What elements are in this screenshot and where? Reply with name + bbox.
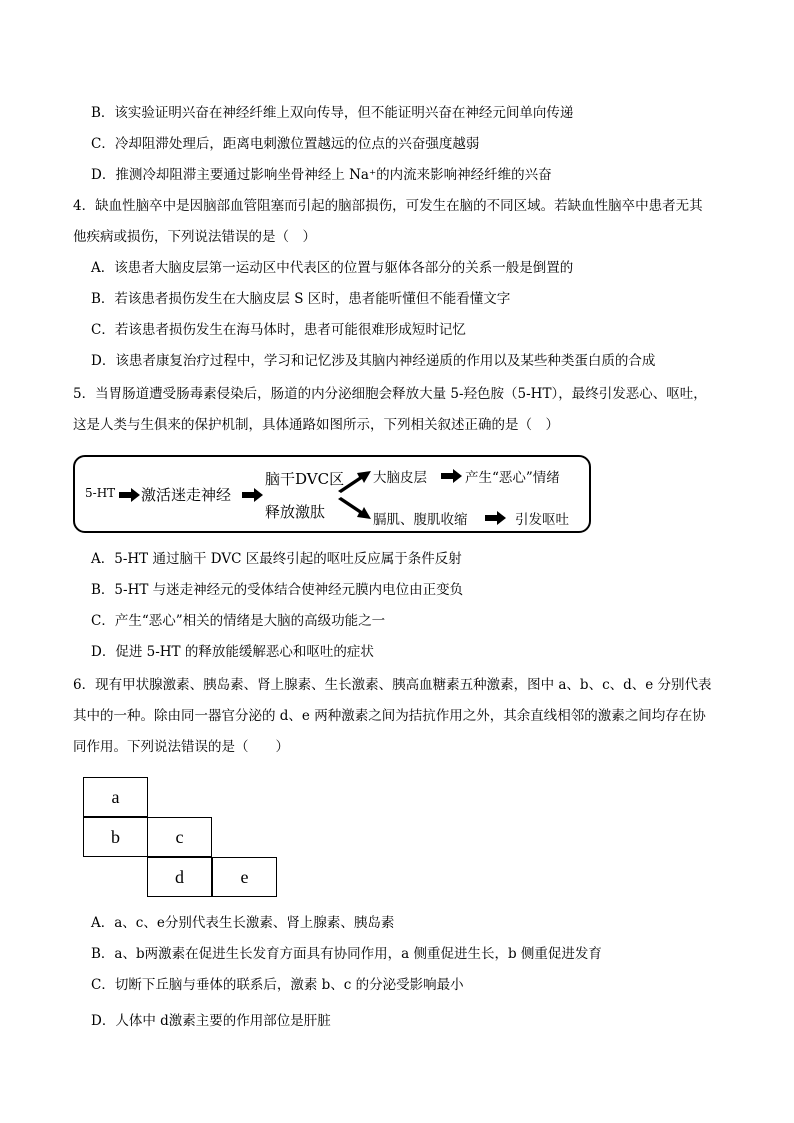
grid-cell-d: d	[147, 857, 212, 897]
arrow-right-icon	[441, 469, 463, 483]
q3-option-c: C．冷却阻滞处理后，距离电刺激位置越远的位点的兴奋强度越弱	[91, 136, 480, 152]
node-cortex: 大脑皮层	[373, 470, 427, 486]
q4-stem-line2: 他疾病或损伤，下列说法错误的是（ ）	[73, 229, 316, 245]
q5-stem-line1: 5．当胃肠道遭受肠毒素侵染后，肠道的内分泌细胞会释放大量 5-羟色胺（5-HT），最终引发恶心、呕吐，	[73, 386, 707, 402]
arrow-right-icon	[485, 511, 507, 525]
q5-stem-line2: 这是人类与生俱来的保护机制，具体通路如图所示，下列相关叙述正确的是（ ）	[73, 417, 559, 433]
q5-option-b: B．5-HT 与迷走神经元的受体结合使神经元膜内电位由正变负	[91, 582, 464, 598]
node-nausea: 产生“恶心”情绪	[465, 470, 560, 486]
q4-option-a: A．该患者大脑皮层第一运动区中代表区的位置与躯体各部分的关系一般是倒置的	[91, 260, 574, 276]
q6-option-d: D．人体中 d激素主要的作用部位是肝脏	[91, 1013, 331, 1029]
q6-option-b: B．a、b两激素在促进生长发育方面具有协同作用，a 侧重促进生长，b 侧重促进发育	[91, 946, 602, 962]
grid-cell-e: e	[212, 857, 277, 897]
grid-cell-a: a	[83, 777, 148, 817]
q6-option-a: A．a、c、e分别代表生长激素、肾上腺素、胰岛素	[91, 915, 395, 931]
node-vomit: 引发呕吐	[515, 512, 569, 528]
q6-stem-line2: 其中的一种。除由同一器官分泌的 d、e 两种激素之间为拮抗作用之外，其余直线相邻的激素之间均存在协	[73, 708, 706, 724]
q6-stem-line3: 同作用。下列说法错误的是（ ）	[73, 739, 289, 755]
pathway-diagram	[73, 455, 591, 533]
q5-option-a: A．5-HT 通过脑干 DVC 区最终引起的呕吐反应属于条件反射	[91, 551, 462, 567]
q4-option-b: B．若该患者损伤发生在大脑皮层 S 区时，患者能听懂但不能看懂文字	[91, 291, 511, 307]
q6-stem-line1: 6．现有甲状腺激素、胰岛素、肾上腺素、生长激素、胰高血糖素五种激素，图中 a、b、c、d、e 分别代表	[73, 677, 712, 693]
node-vagus: 激活迷走神经	[141, 486, 232, 504]
node-peptide: 释放激肽	[265, 503, 326, 521]
node-dvc: 脑干DVC区	[265, 470, 345, 488]
q6-option-c: C．切断下丘脑与垂体的联系后，激素 b、c 的分泌受影响最小	[91, 977, 464, 993]
q4-stem-line1: 4．缺血性脑卒中是因脑部血管阻塞而引起的脑部损伤，可发生在脑的不同区域。若缺血性脑卒中患者无其	[73, 198, 703, 214]
arrow-up-right-icon	[337, 467, 373, 493]
q5-option-d: D．促进 5-HT 的释放能缓解恶心和呕吐的症状	[91, 644, 374, 660]
q3-option-d: D．推测冷却阻滞主要通过影响坐骨神经上 Na⁺的内流来影响神经纤维的兴奋	[91, 167, 552, 183]
q3-option-b: B．该实验证明兴奋在神经纤维上双向传导，但不能证明兴奋在神经元间单向传递	[91, 105, 574, 121]
arrow-right-icon	[242, 488, 264, 502]
node-5ht: 5-HT	[85, 486, 116, 500]
arrow-right-icon	[119, 488, 141, 502]
q4-option-d: D．该患者康复治疗过程中，学习和记忆涉及其脑内神经递质的作用以及某些种类蛋白质的合成	[91, 353, 656, 369]
grid-cell-b: b	[83, 817, 148, 857]
node-muscle: 膈肌、腹肌收缩	[373, 512, 468, 528]
arrow-down-right-icon	[337, 497, 373, 523]
q5-option-c: C．产生“恶心”相关的情绪是大脑的高级功能之一	[91, 613, 386, 629]
q4-option-c: C．若该患者损伤发生在海马体时，患者可能很难形成短时记忆	[91, 322, 466, 338]
grid-cell-c: c	[147, 817, 212, 857]
